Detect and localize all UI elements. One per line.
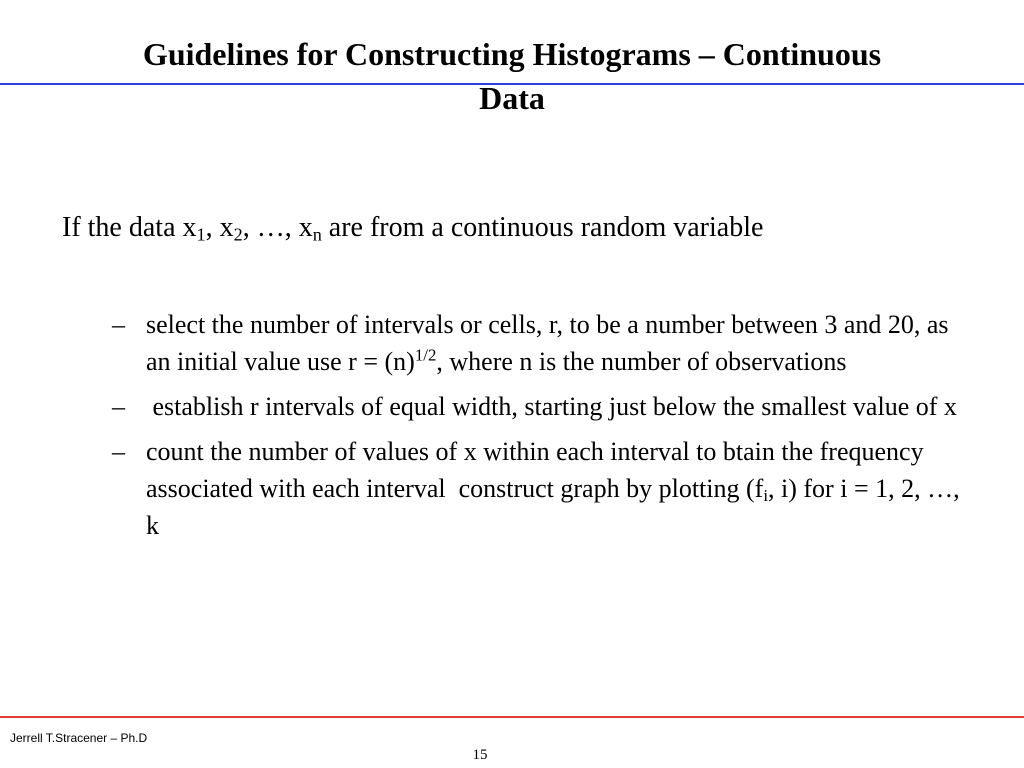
bullet-dash: – [112, 392, 125, 421]
subscript: n [312, 224, 322, 245]
bullet-list [112, 306, 972, 552]
intro-text: are from a continuous random variable [321, 212, 764, 243]
title-divider [0, 83, 1024, 85]
slide-title-line-2: Data [479, 80, 545, 116]
bullet-text-part: , where n is the number of observations [436, 347, 847, 376]
bullet-item [112, 306, 972, 380]
subscript: i [763, 486, 769, 506]
footer-author: Jerrell T.Stracener – Ph.D [10, 731, 148, 745]
bullet-text: establish r intervals of equal width, starting just below the smallest value of x [146, 392, 957, 421]
superscript: 1/2 [414, 345, 437, 365]
bullet-dash: – [112, 310, 125, 339]
bullet-dash: – [112, 437, 125, 466]
bullet-text [146, 306, 972, 380]
bullet-text-part: count the number of values of x within each interval to btain the frequency associated with each interval construct graph by plotting (f [146, 437, 931, 503]
slide-title [0, 32, 1024, 120]
footer-divider [0, 716, 1024, 718]
bullet-text [146, 433, 972, 544]
page-number: 15 [472, 747, 488, 763]
intro-text: , x [205, 212, 234, 243]
bullet-text-part: select the number of intervals or cells, r, to be a number between 3 and 20, as an initial value use r = (n) [146, 310, 956, 376]
intro-text: If the data x [62, 212, 197, 243]
bullet-text-part: , i) for i = 1, 2, …, k [146, 474, 967, 540]
subscript: 2 [233, 224, 243, 245]
intro-statement [62, 208, 763, 248]
bullet-item [112, 433, 972, 544]
slide-title-line-1: Guidelines for Constructing Histograms – Continuous [142, 36, 882, 72]
bullet-item [112, 388, 972, 425]
subscript: 1 [196, 224, 206, 245]
intro-text: , …, x [242, 212, 313, 243]
